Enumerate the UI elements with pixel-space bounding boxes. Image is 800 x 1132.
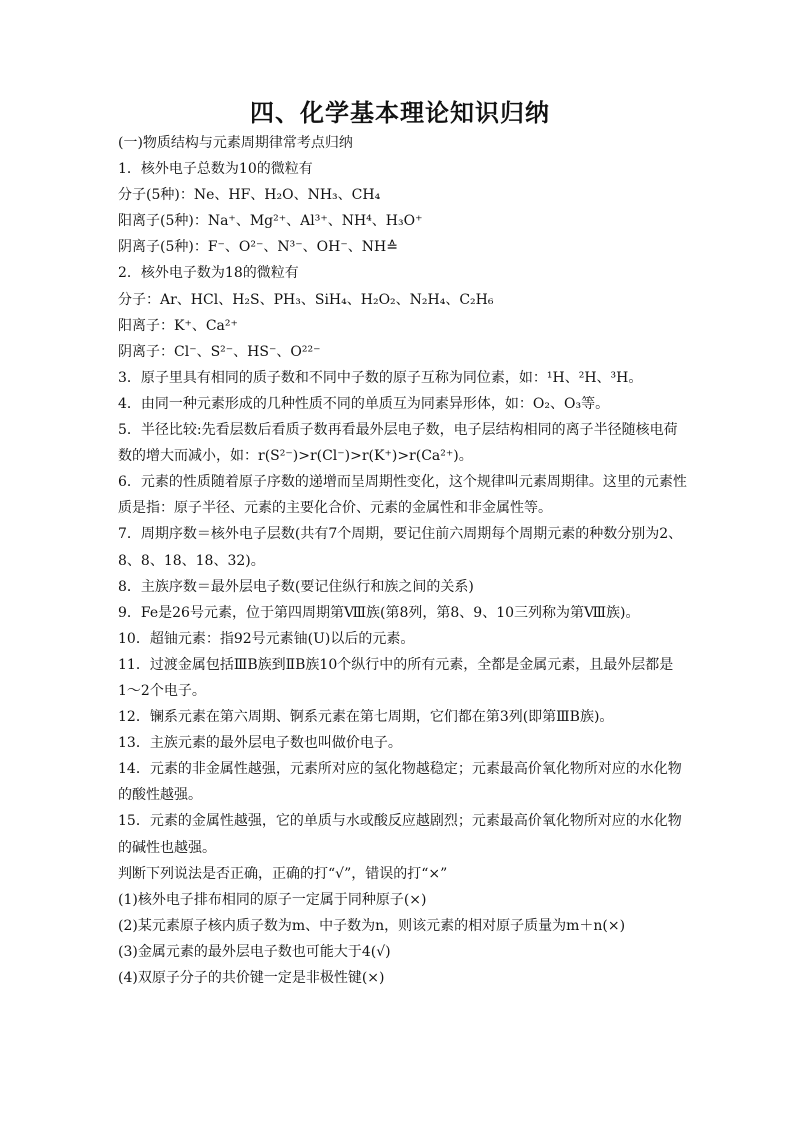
text-line: 13．主族元素的最外层电子数也叫做价电子。 [118,735,402,752]
text-line: (3)金属元素的最外层电子数也可能大于4(√) [118,943,391,960]
text-line: 数的增大而减小，如：r(S²⁻)>r(Cl⁻)>r(K⁺)>r(Ca²⁺)。 [118,448,473,465]
text-line: 2．核外电子数为18的微粒有 [118,265,299,282]
text-line: 8．主族序数＝最外层电子数(要记住纵行和族之间的关系) [118,578,474,595]
text-line: 1．核外电子总数为10的微粒有 [118,161,313,178]
text-line: 7．周期序数＝核外电子层数(共有7个周期，要记住前六周期每个周期元素的种数分别为2、 [118,526,683,543]
text-line: 判断下列说法是否正确，正确的打“√”，错误的打“×” [118,865,448,882]
text-line: (1)核外电子排布相同的原子一定属于同种原子(×) [118,891,427,908]
text-line: 阳离子(5种)：Na⁺、Mg²⁺、Al³⁺、NH⁴、H₃O⁺ [118,213,423,230]
text-line: (4)双原子分子的共价键一定是非极性键(×) [118,970,385,986]
text-line: 阴离子：Cl⁻、S²⁻、HS⁻、O²²⁻ [118,343,321,360]
text-line: 分子(5种)：Ne、HF、H₂O、NH₃、CH₄ [118,187,381,204]
text-line: 5．半径比较:先看层数后看质子数再看最外层电子数，电子层结构相同的离子半径随核电荷 [118,422,678,439]
text-line: 11．过渡金属包括ⅢB族到ⅡB族10个纵行中的所有元素，全都是金属元素，且最外层都是 [118,656,674,673]
text-line: 的碱性也越强。 [118,839,216,856]
text-line: 阳离子：K⁺、Ca²⁺ [118,317,238,334]
text-line: 3．原子里具有相同的质子数和不同中子数的原子互称为同位素，如：¹H、²H、³H。 [118,369,643,386]
text-line: 10．超铀元素：指92号元素铀(U)以后的元素。 [118,630,415,647]
text-line: 14．元素的非金属性越强，元素所对应的氢化物越稳定；元素最高价氧化物所对应的水化物 [118,761,682,778]
text-line: 的酸性越强。 [118,787,202,804]
document-body [118,130,696,991]
text-line: (2)某元素原子核内质子数为m、中子数为n，则该元素的相对原子质量为m＋n(×) [118,917,626,934]
page-title: 四、化学基本理论知识归纳 [250,98,550,127]
text-line: 9．Fe是26号元素，位于第四周期第Ⅷ族(第8列，第8、9、10三列称为第Ⅷ族)。 [118,604,640,621]
text-line: 12．镧系元素在第六周期、锕系元素在第七周期，它们都在第3列(即第ⅢB族)。 [118,709,614,726]
text-line: 15．元素的金属性越强，它的单质与水或酸反应越剧烈；元素最高价氧化物所对应的水化物 [118,813,682,830]
text-line: 阴离子(5种)：F⁻、O²⁻、N³⁻、OH⁻、NH≙ [118,239,398,256]
text-line: 4．由同一种元素形成的几种性质不同的单质互为同素异形体，如：O₂、O₃等。 [118,395,610,412]
text-line: 6．元素的性质随着原子序数的递增而呈周期性变化，这个规律叫元素周期律。这里的元素性 [118,474,687,491]
text-line: 8、8、18、18、32)。 [118,552,265,569]
text-line: 分子：Ar、HCl、H₂S、PH₃、SiH₄、H₂O₂、N₂H₄、C₂H₆ [118,291,494,308]
text-line: (一)物质结构与元素周期律常考点归纳 [118,135,353,151]
text-line: 1～2个电子。 [118,682,206,699]
text-line: 质是指：原子半径、元素的主要化合价、元素的金属性和非金属性等。 [118,500,552,517]
